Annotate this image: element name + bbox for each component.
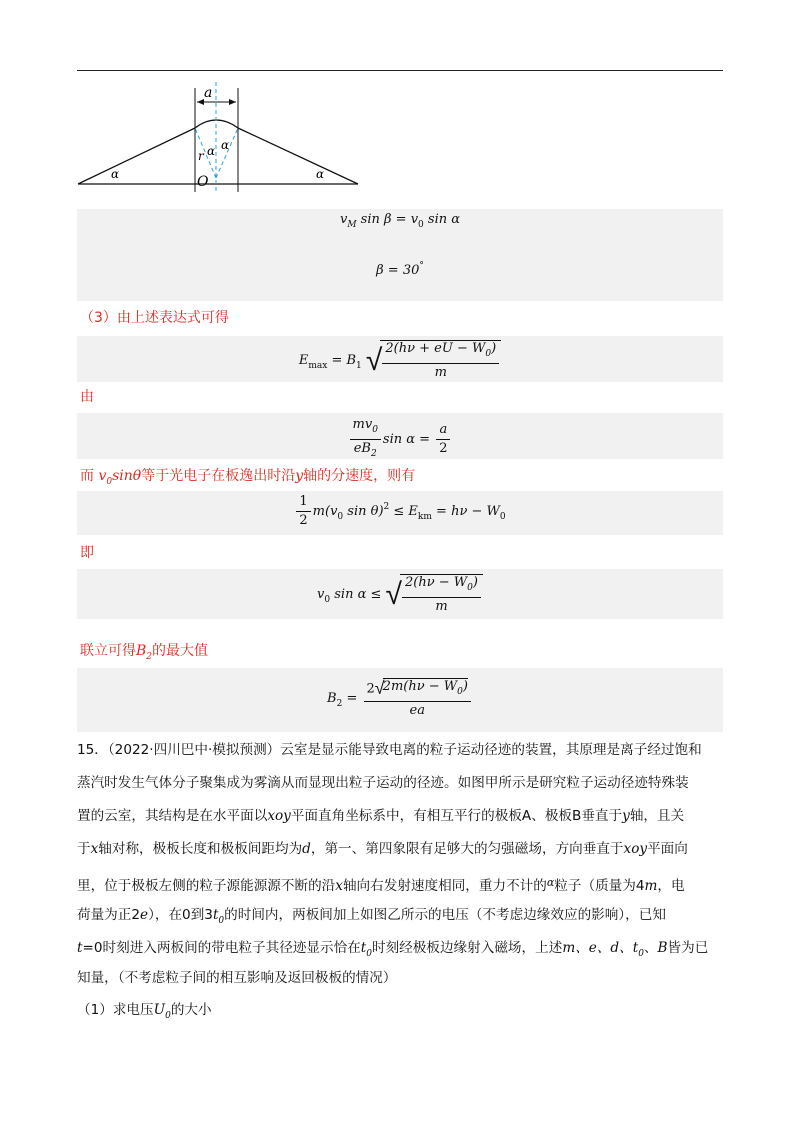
label-alpha-left: α [111, 167, 120, 181]
lianli-label: 联立可得$B_2$的最大值 [80, 643, 209, 662]
equation-box-5: $v_0$ sin α ≤ √ $\frac{2(h\nu - W_0)}{m}$ [77, 569, 723, 619]
problem-15-line-1: 15．（2022·四川巴中·模拟预测）云室是显示能导致电离的粒子运动径迹的装置，其原理是离子经过饱和 [77, 742, 702, 758]
equation-box-3: $\frac{mv_0}{eB_2}$ sin α = $\frac{a}{2}$ [77, 413, 723, 459]
step-3-label: （3）由上述表达式可得 [80, 310, 229, 326]
v0-sin-line: 而 $v_0\sin\theta$等于光电子在板逸出时沿y轴的分速度，则有 [80, 468, 416, 487]
label-a: a [204, 85, 213, 101]
problem-15-line-8: 知量，（不考虑粒子间的相互影响及返回极板的情况） [77, 970, 397, 986]
label-alpha-right: α [316, 167, 325, 181]
problem-15-line-3: 置的云室，其结构是在水平面以xoy平面直角坐标系中，有相互平行的极板A、极板B垂直于y轴，且关 [77, 808, 685, 824]
equation-line-1: $v_M$ $\sin \beta = v_0$ sin α [339, 212, 461, 230]
problem-15-line-2: 蒸汽时发生气体分子聚集成为雾滴从而显现出粒子运动的径迹。如图甲所示是研究粒子运动径迹特殊装 [77, 775, 689, 791]
header-rule [77, 70, 723, 71]
equation-box-6: $B_2$ = $\frac{2√2m(h\nu - W_0)}{ea}$ [77, 668, 723, 732]
label-r: r [198, 149, 204, 163]
problem-15-line-5: 里，位于极板左侧的粒子源能源源不断的沿x轴向右发射速度相同，重力不计的$^\alpha$粒子（质量为4m，电 [77, 876, 685, 894]
equation-box-1 [77, 209, 723, 301]
equation-box-4: $\frac{1}{2}$ $m(v_0$ $\sin \theta)^2 \le E_{km} = h\nu - W_0$ [77, 491, 723, 535]
sqrt-expression: √ $\frac{2(h\nu + eU - W_0)}{m}$ [366, 340, 501, 381]
label-alpha-inner2: α [221, 138, 230, 152]
arrow-head-left [197, 99, 204, 105]
problem-15-line-4: 于x轴对称，极板长度和极板间距均为d，第一、第四象限有足够大的匀强磁场，方向垂直于xoy平面向 [77, 841, 688, 857]
label-alpha-inner1: α [207, 144, 216, 158]
label-O: O [197, 174, 209, 190]
arrow-head-right [229, 99, 236, 105]
left-slope [78, 128, 195, 184]
ji-label: 即 [80, 545, 94, 561]
question-1: （1）求电压$U_0$的大小 [77, 1002, 212, 1021]
equation-line-2: β = 30° [376, 261, 424, 278]
problem-15-line-6: 荷量为正2e），在0到$3t_0$的时间内，两板间加上如图乙所示的电压（不考虑边缘效应的影响），已知 [77, 907, 666, 926]
radius-dashed-right [216, 128, 238, 178]
right-slope [238, 128, 358, 184]
geometry-figure [76, 80, 366, 192]
problem-15-line-7: t=0时刻进入两板间的带电粒子其径迹显示恰在$t_0$时刻经极板边缘射入磁场，上述m、e、d、$t_0$、B皆为已 [77, 940, 709, 959]
you-label: 由 [80, 389, 94, 405]
equation-box-2: $E_{max} = B_1$ √ $\frac{2(h\nu + eU - W_0)}{m}$ [77, 336, 723, 382]
